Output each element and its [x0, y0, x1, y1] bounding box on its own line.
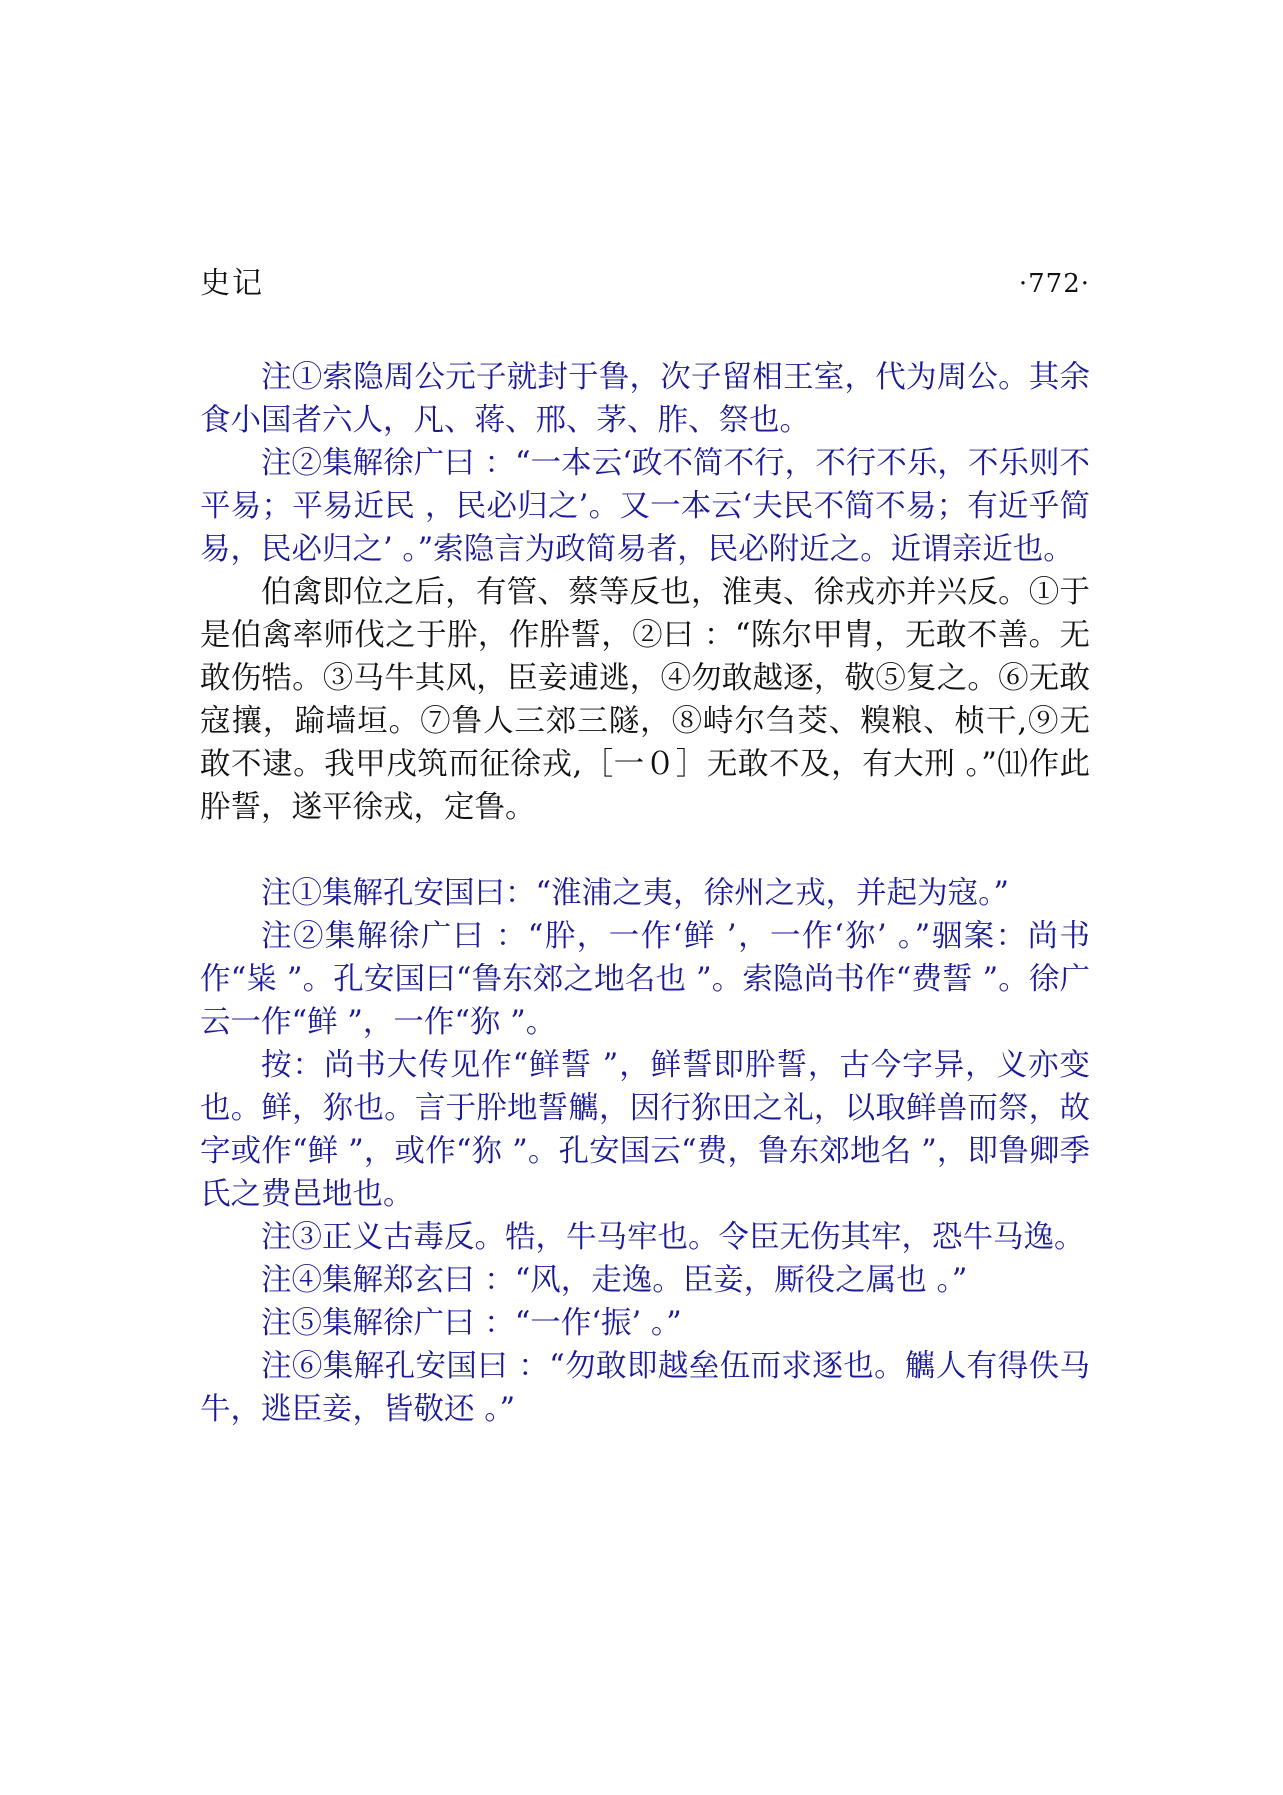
note-commentary: 按：尚书大传见作“鲜誓 ”，鲜誓即肸誓，古今字异，义亦变也。鲜，狝也。言于肸地誓觽，因行狝田之礼，以取鲜兽而祭，故字或作“鲜 ”，或作“狝 ”。孔安国云“费，鲁东郊地名 ”，即鲁卿季氏之费邑地也。	[200, 1048, 1090, 1212]
book-title: 史记	[200, 266, 264, 301]
note-5: 注⑤集解徐广曰 ：“一作‘振’ 。”	[261, 1306, 682, 1341]
note-6: 注⑥集解孔安国曰 ：“勿敢即越垒伍而求逐也。觽人有得佚马牛，逃臣妾，皆敬还 。”	[200, 1349, 1090, 1427]
note-4: 注④集解郑玄曰 ：“风，走逸。臣妾，厮役之属也 。”	[261, 1263, 968, 1298]
paragraph-gap	[200, 829, 1090, 872]
note-1-bottom: 注①集解孔安国曰：“淮浦之夷，徐州之戎，并起为寇。”	[261, 876, 1009, 911]
note-2-bottom: 注②集解徐广曰 ：“肸，一作‘鲜 ’，一作‘狝’ 。”骃案：尚书作“粊 ”。孔安国曰“鲁东郊之地名也 ”。索隐尚书作“费誓 ”。徐广云一作“鲜 ”，一作“狝 ”。	[200, 919, 1090, 1040]
page-header	[200, 262, 1090, 306]
note-2-top: 注②集解徐广曰 ：“一本云‘政不简不行，不行不乐，不乐则不平易；平易近民 ，民必归之’。又一本云‘夫民不简不易；有近乎简易，民必归之’ 。”索隐言为政简易者，民必附近之。近谓亲近也。	[200, 446, 1090, 567]
main-text-paragraph: 伯禽即位之后，有管、蔡等反也，淮夷、徐戎亦并兴反。①于是伯禽率师伐之于肸，作肸誓，②曰 ：“陈尔甲胄，无敢不善。无敢伤牿。③马牛其风，臣妾逋逃，④勿敢越逐，敬⑤复之。⑥无敢寇攘，踰墙垣。⑦鲁人三郊三隧，⑧峙尔刍茭、糗粮、桢干,⑨无敢不逮。我甲戌筑而征徐戎,［一０］无敢不及，有大刑 。”⑾作此肸誓，遂平徐戎，定鲁。	[200, 575, 1090, 825]
page-body	[200, 356, 1090, 1431]
note-3: 注③正义古毒反。牿，牛马牢也。令臣无伤其牢，恐牛马逸。	[261, 1220, 1085, 1255]
note-1-top: 注①索隐周公元子就封于鲁，次子留相王室，代为周公。其余食小国者六人，凡、蒋、邢、茅、胙、祭也。	[200, 360, 1090, 438]
page-number: ·772·	[1018, 269, 1090, 299]
